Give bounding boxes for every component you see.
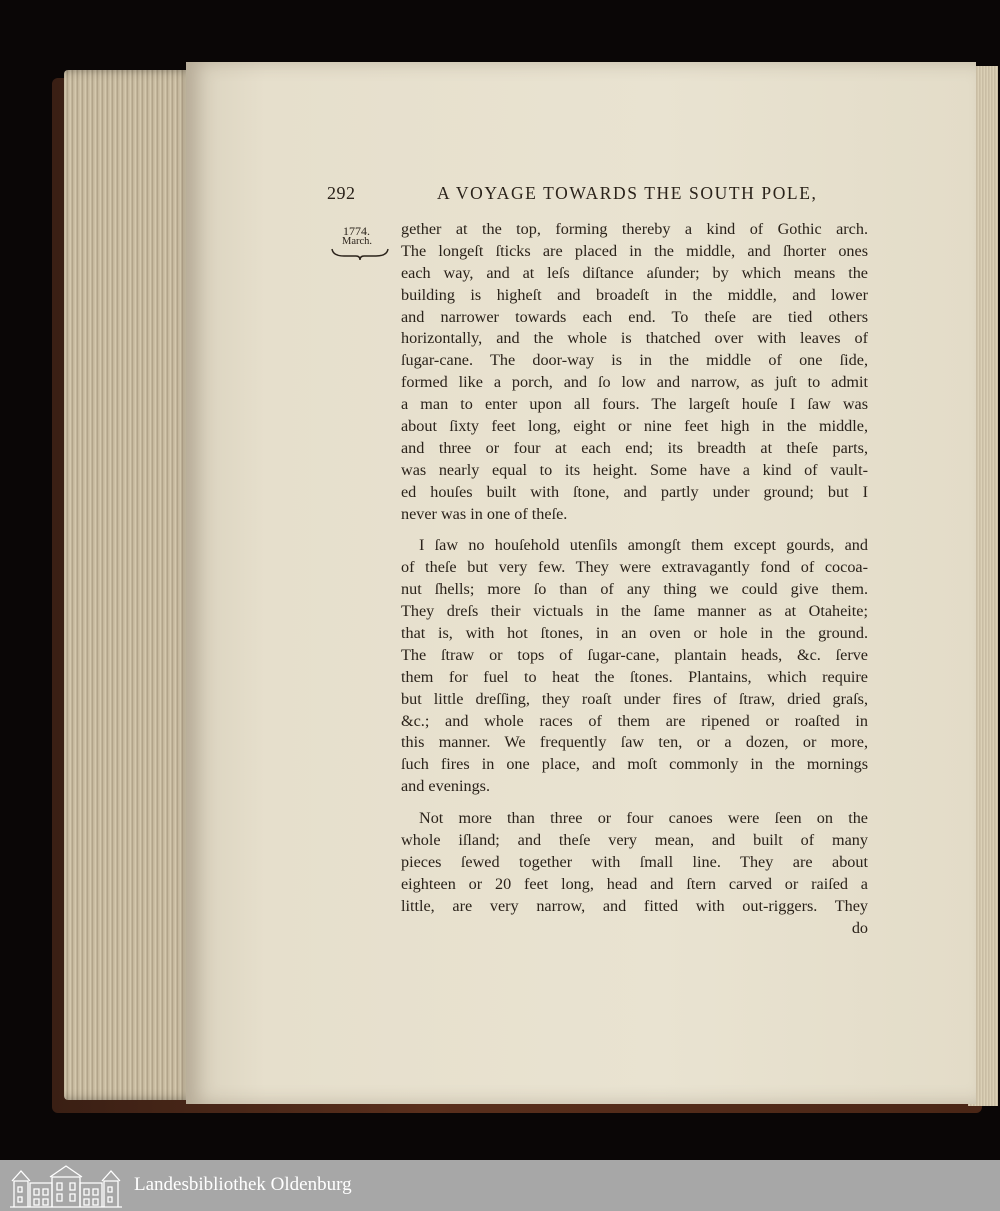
text-line: about ſixty feet long, eight or nine feet high in the middle, [401, 417, 868, 436]
margin-year: 1774. [343, 224, 370, 238]
paragraph-2 [401, 535, 868, 798]
body-text [401, 219, 868, 940]
text-line: little, are very narrow, and fitted with out-riggers. They [401, 896, 868, 915]
text-line: building is higheſt and broadeſt in the middle, and lower [401, 285, 868, 304]
text-line: &c.; and whole races of them are ripened or roaſted in [401, 711, 868, 730]
text-line: this manner. We frequently ſaw ten, or a dozen, or more, [401, 733, 868, 752]
library-building-icon [8, 1163, 124, 1209]
text-line: horizontally, and the whole is thatched over with leaves of [401, 329, 868, 348]
text-line: ſugar-cane. The door-way is in the middle of one ſide, [401, 351, 868, 370]
footer-bar [0, 1160, 1000, 1211]
paragraph-3 [401, 808, 868, 917]
paragraph-gap [401, 525, 868, 535]
text-line: eighteen or 20 feet long, head and ſtern carved or raiſed a [401, 874, 868, 893]
text-line: nut ſhells; more ſo than of any thing we could give them. [401, 580, 868, 599]
text-line: of theſe but very few. They were extravagantly fond of cocoa- [401, 558, 868, 577]
catchword: do [851, 918, 868, 937]
text-line: and narrower towards each end. To theſe are tied others [401, 307, 868, 326]
text-line: ſuch fires in one place, and moſt commonly in the mornings [401, 755, 868, 774]
text-line: formed like a porch, and ſo low and narrow, as juſt to admit [401, 373, 868, 392]
text-line: but little dreſſing, they roaſt under fires of ſtraw, dried graſs, [401, 689, 868, 708]
paragraph-gap [401, 798, 868, 808]
paragraph-1 [401, 219, 868, 525]
margin-month: March. [342, 236, 373, 247]
text-line: ed houſes built with ſtone, and partly under ground; but I [401, 482, 868, 501]
running-head: A VOYAGE TOWARDS THE SOUTH POLE, [437, 183, 818, 203]
text-line: and three or four at each end; its breadth at theſe parts, [401, 438, 868, 457]
text-line: never was in one of theſe. [401, 504, 568, 523]
text-line: that is, with hot ſtones, in an oven or hole in the ground. [401, 624, 868, 643]
text-line: them for fuel to heat the ſtones. Plantains, which require [401, 667, 868, 686]
text-line: The longeſt ſticks are placed in the middle, and ſhorter ones [401, 241, 868, 260]
page-edges [64, 70, 194, 1100]
text-line: Not more than three or four canoes were ſeen on the [419, 809, 868, 828]
text-line: was nearly equal to its height. Some have a kind of vault- [401, 460, 868, 479]
text-line: a man to enter upon all fours. The largeſt houſe I ſaw was [401, 395, 868, 414]
text-line: gether at the top, forming thereby a kind of Gothic arch. [401, 220, 868, 238]
text-line: They dreſs their victuals in the ſame manner as at Otaheite; [401, 602, 868, 621]
margin-brace-icon [330, 247, 390, 261]
text-line: and evenings. [401, 777, 491, 796]
text-line: whole iſland; and theſe very mean, and built of many [401, 831, 868, 850]
text-line: pieces ſewed together with ſmall line. They are about [401, 852, 868, 871]
text-line: I ſaw no houſehold utenſils amongſt them except gourds, and [419, 536, 868, 555]
page-number: 292 [327, 183, 356, 203]
text-line: The ſtraw or tops of ſugar-cane, plantain heads, &c. ſerve [401, 645, 868, 664]
library-name: Landesbibliothek Oldenburg [134, 1174, 352, 1195]
text-line: each way, and at leſs diſtance aſunder; by which means the [401, 263, 868, 282]
